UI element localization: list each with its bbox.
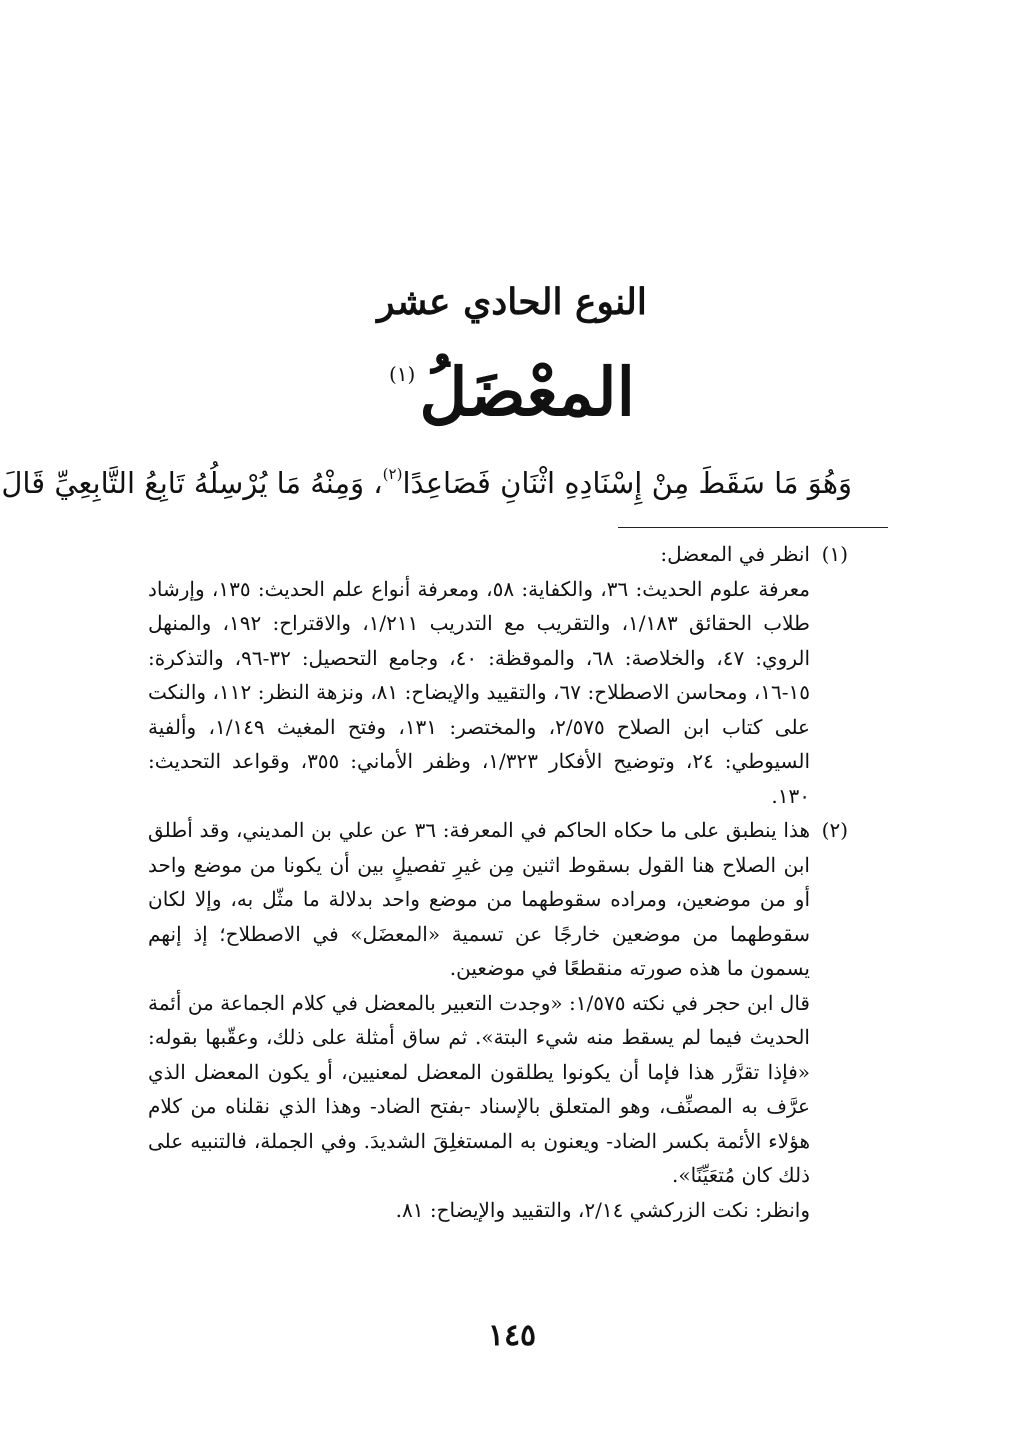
chapter-title: المعْضَلُ [419, 353, 636, 431]
footnote-2-body [148, 813, 810, 1227]
footnotes [148, 537, 848, 1227]
footnote-separator [618, 527, 888, 528]
footnote-1-body [148, 537, 810, 813]
footnote-2-paragraph-2: قال ابن حجر في نكته ١/٥٧٥: «وجدت التعبير بالمعضل في كلام الجماعة من أئمة الحديث فيما لم يسقط منه شيء البتة». ثم ساق أمثلة على ذلك، وعقّبها بقوله: «فإذا تقرَّر هذا فإما أن يكونوا يطلقون المعضل لمعنيين، أو يكون المعضل الذي عرَّف به المصنِّف، وهو المتعلق بالإسناد -بفتح الضاد- وهذا الذي نقلناه من كلام هؤلاء الأئمة بكسر الضاد- ويعنون به المستغلِقَ الشديدَ. وفي الجملة، فالتنبيه على ذلك كان مُتعَيِّنًا». [148, 990, 810, 1187]
page-number: ١٤٥ [487, 1318, 537, 1353]
main-text-footnote-mark: (٢) [382, 465, 403, 483]
main-text-part2: ، وَمِنْهُ مَا يُرْسِلُهُ تَابِعُ التَّابِعِيِّ قَالَ [1, 466, 383, 500]
footnote-2-paragraph-3: وانظر: نكت الزركشي ٢/١٤، والتقييد والإيضاح: ٨١. [395, 1197, 810, 1222]
chapter-kind: النوع الحادي عشر [377, 281, 647, 323]
footnote-1-heading: انظر في المعضل: [660, 542, 810, 566]
footnote-1 [148, 537, 848, 813]
footnote-2-number: (٢) [821, 818, 848, 842]
footnote-1-number: (١) [821, 542, 848, 566]
footnote-2-paragraph-1: هذا ينطبق على ما حكاه الحاكم في المعرفة: ٣٦ عن علي بن المديني، وقد أطلق ابن الصلاح هنا القول بسقوط اثنين مِن غيرِ تفصيلٍ بين أن يكونا من موضع واحد أو من موضعين، ومراده سقوطهما من موضع واحد بدلالة ما مثّل به، وإلا لكان سقوطهما من موضعين خارجًا عن تسمية «المعضَل» في الاصطلاح؛ إذ إنهم يسمون ما هذه صورته منقطعًا في موضعين. [148, 818, 810, 980]
main-text-part1: وَهُوَ مَا سَقَطَ مِنْ إِسْنَادِهِ اثْنَانِ فَصَاعِدًا [402, 466, 852, 500]
footnote-2 [148, 813, 848, 1227]
chapter-title-footnote-mark: (١) [388, 362, 416, 386]
chapter-title-row [0, 334, 1024, 450]
main-text [1, 448, 852, 509]
chapter-header [0, 280, 1024, 450]
footnote-1-paragraph-1: معرفة علوم الحديث: ٣٦، والكفاية: ٥٨، ومعرفة أنواع علم الحديث: ١٣٥، وإرشاد طلاب الحقائق ١/١٨٣، والتقريب مع التدريب ١/٢١١، والاقتراح: ١٩٢، والمنهل الروي: ٤٧، والخلاصة: ٦٨، والموقظة: ٤٠، وجامع التحصيل: ٣٢-٩٦، والتذكرة: ١٥-١٦، ومحاسن الاصطلاح: ٦٧، والتقييد والإيضاح: ٨١، ونزهة النظر: ١١٢، والنكت على كتاب ابن الصلاح ٢/٥٧٥، والمختصر: ١٣١، وفتح المغيث ١/١٤٩، وألفية السيوطي: ٢٤، وتوضيح الأفكار ١/٣٢٣، وظفر الأماني: ٣٥٥، وقواعد التحديث: ١٣٠. [148, 576, 811, 808]
